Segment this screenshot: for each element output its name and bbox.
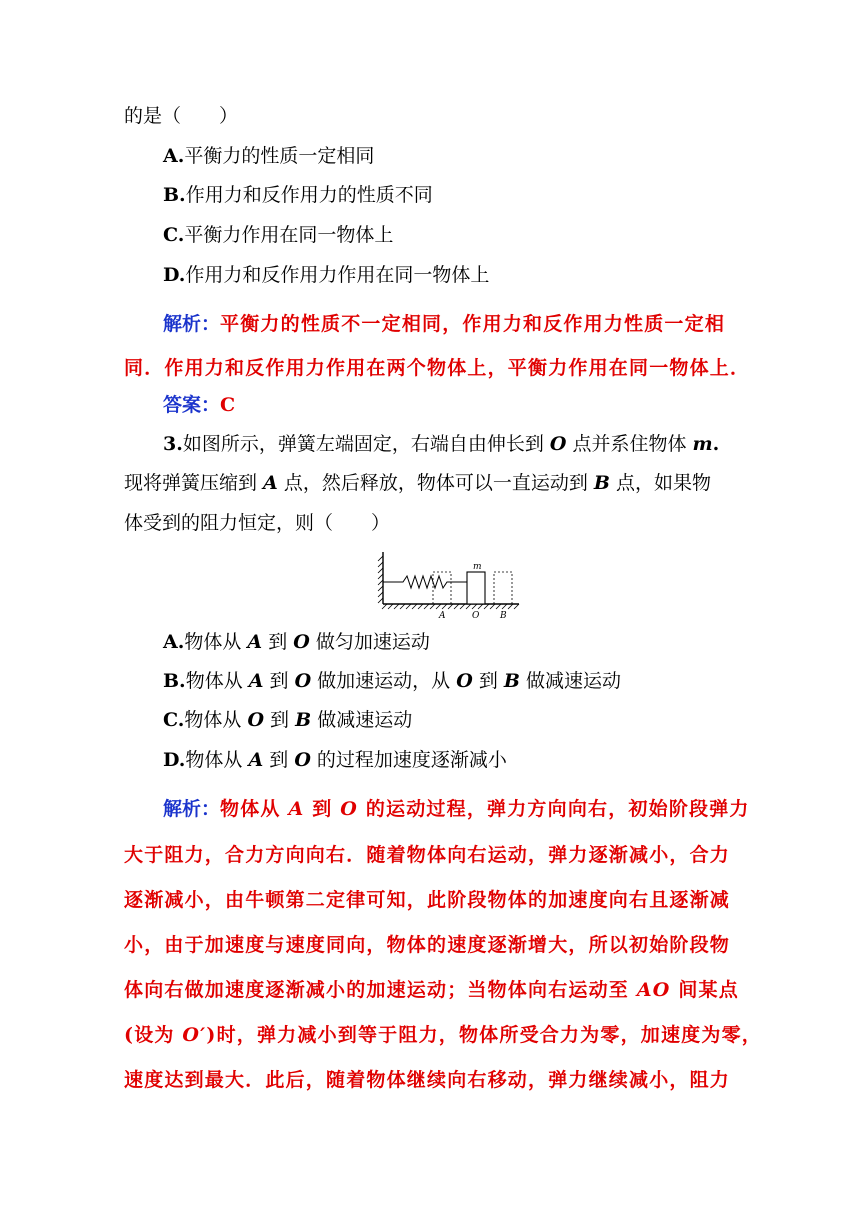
option-text: 到 <box>472 670 504 692</box>
analysis-label: 解析： <box>163 798 221 820</box>
analysis-label: 解析： <box>163 313 221 335</box>
q2-option-c <box>163 222 393 248</box>
label-m: m <box>473 562 482 572</box>
q3-stem-line-1 <box>163 431 719 457</box>
point-var: B <box>295 709 312 731</box>
point-var: A <box>288 798 305 820</box>
q3-option-a <box>163 629 430 655</box>
q2-analysis-line-1 <box>163 311 725 337</box>
block-m <box>467 572 485 604</box>
option-text: 做减速运动 <box>311 709 413 731</box>
option-label: B. <box>163 670 186 692</box>
option-text: 物体从 <box>184 709 248 731</box>
point-var: O <box>294 749 311 771</box>
stem-text: 点，然后释放，物体可以一直运动到 <box>277 472 594 494</box>
q2-option-d <box>163 262 489 288</box>
option-label: D. <box>163 264 186 286</box>
stem-text: . <box>712 433 720 455</box>
analysis-text: 平衡力的性质不一定相同，作用力和反作用力性质一定相 <box>220 313 726 335</box>
analysis-text: (设为 <box>124 1024 183 1046</box>
wall-hatch <box>378 556 383 603</box>
point-o: O <box>549 433 567 455</box>
label-o: O <box>472 611 480 621</box>
point-b: B <box>593 472 610 494</box>
q2-answer <box>163 392 236 418</box>
spring-block-diagram <box>377 548 521 624</box>
mass-m: m <box>692 433 713 455</box>
answer-value: C <box>220 394 237 416</box>
q3-analysis-line-2: 大于阻力，合力方向向右．随着物体向右运动，弹力逐渐减小，合力 <box>124 844 731 866</box>
q3-analysis-line-1 <box>163 796 750 822</box>
point-var: O <box>293 631 310 653</box>
option-text: 到 <box>263 749 295 771</box>
q2-analysis-line-2: 同．作用力和反作用力作用在两个物体上，平衡力作用在同一物体上． <box>124 357 751 379</box>
point-var: B <box>503 670 520 692</box>
option-text: 物体从 <box>185 670 249 692</box>
q3-stem-line-3: 体受到的阻力恒定，则（ ） <box>124 512 391 534</box>
option-label: A. <box>163 631 185 653</box>
option-text: 物体从 <box>185 749 249 771</box>
stem-text: 点，如果物 <box>609 472 711 494</box>
q2-option-a <box>163 143 374 169</box>
point-var: AO <box>636 979 671 1001</box>
point-var: A <box>248 749 264 771</box>
point-var: O′ <box>182 1024 207 1046</box>
point-var: A <box>248 670 264 692</box>
option-text: 做减速运动 <box>519 670 621 692</box>
q3-analysis-line-3: 逐渐减小，由牛顿第二定律可知，此阶段物体的加速度向右且逐渐减 <box>124 889 731 911</box>
option-text: 做加速运动，从 <box>311 670 457 692</box>
option-text: 的过程加速度逐渐减小 <box>310 749 507 771</box>
question-number: 3. <box>163 433 183 455</box>
q3-analysis-line-4: 小，由于加速度与速度同向，物体的速度逐渐增大，所以初始阶段物 <box>124 934 731 956</box>
label-b: B <box>500 611 507 621</box>
spring <box>383 576 469 588</box>
q3-option-b <box>163 668 621 694</box>
analysis-text: )时，弹力减小到等于阻力，物体所受合力为零，加速度为零， <box>206 1024 762 1046</box>
analysis-text: 体向右做加速度逐渐减小的加速运动；当物体向右运动至 <box>124 979 637 1001</box>
point-var: O <box>456 670 473 692</box>
q3-option-c <box>163 707 412 733</box>
point-var: O <box>294 670 312 692</box>
stem-text: 现将弹簧压缩到 <box>124 472 264 494</box>
option-text: 物体从 <box>184 631 248 653</box>
analysis-text: 的运动过程，弹力方向向右，初始阶段弹力 <box>358 798 750 820</box>
option-text: 到 <box>263 670 295 692</box>
option-label: A. <box>163 145 185 167</box>
option-text: 到 <box>264 709 296 731</box>
point-var: A <box>247 631 263 653</box>
option-text: 平衡力作用在同一物体上 <box>184 224 394 246</box>
option-text: 作用力和反作用力的性质不同 <box>185 184 433 206</box>
q3-option-d <box>163 747 507 773</box>
analysis-text: 到 <box>304 798 341 820</box>
option-label: B. <box>163 184 186 206</box>
analysis-text: 物体从 <box>220 798 289 820</box>
q3-analysis-line-6 <box>124 1022 762 1048</box>
point-a: A <box>263 472 278 494</box>
option-label: D. <box>163 749 186 771</box>
option-label: C. <box>163 709 185 731</box>
point-var: O <box>340 798 358 820</box>
stem-text: 点并系住物体 <box>566 433 693 455</box>
q3-analysis-line-7: 速度达到最大．此后，随着物体继续向右移动，弹力继续减小，阻力 <box>124 1069 731 1091</box>
option-text: 作用力和反作用力作用在同一物体上 <box>185 264 490 286</box>
stem-text: 如图所示，弹簧左端固定，右端自由伸长到 <box>182 433 550 455</box>
label-a: A <box>439 611 446 621</box>
analysis-text: 间某点 <box>670 979 739 1001</box>
floor-hatch <box>382 604 519 609</box>
q2-stem-tail: 的是（ ） <box>124 105 239 127</box>
q2-option-b <box>163 182 433 208</box>
point-var: O <box>247 709 265 731</box>
answer-label: 答案： <box>163 394 221 416</box>
block-position-a <box>433 572 451 604</box>
option-label: C. <box>163 224 185 246</box>
option-text: 到 <box>262 631 294 653</box>
block-position-b <box>494 572 512 604</box>
q3-analysis-line-5 <box>124 977 739 1003</box>
option-text: 平衡力的性质一定相同 <box>184 145 375 167</box>
q3-stem-line-2 <box>124 470 711 496</box>
option-text: 做匀加速运动 <box>309 631 430 653</box>
